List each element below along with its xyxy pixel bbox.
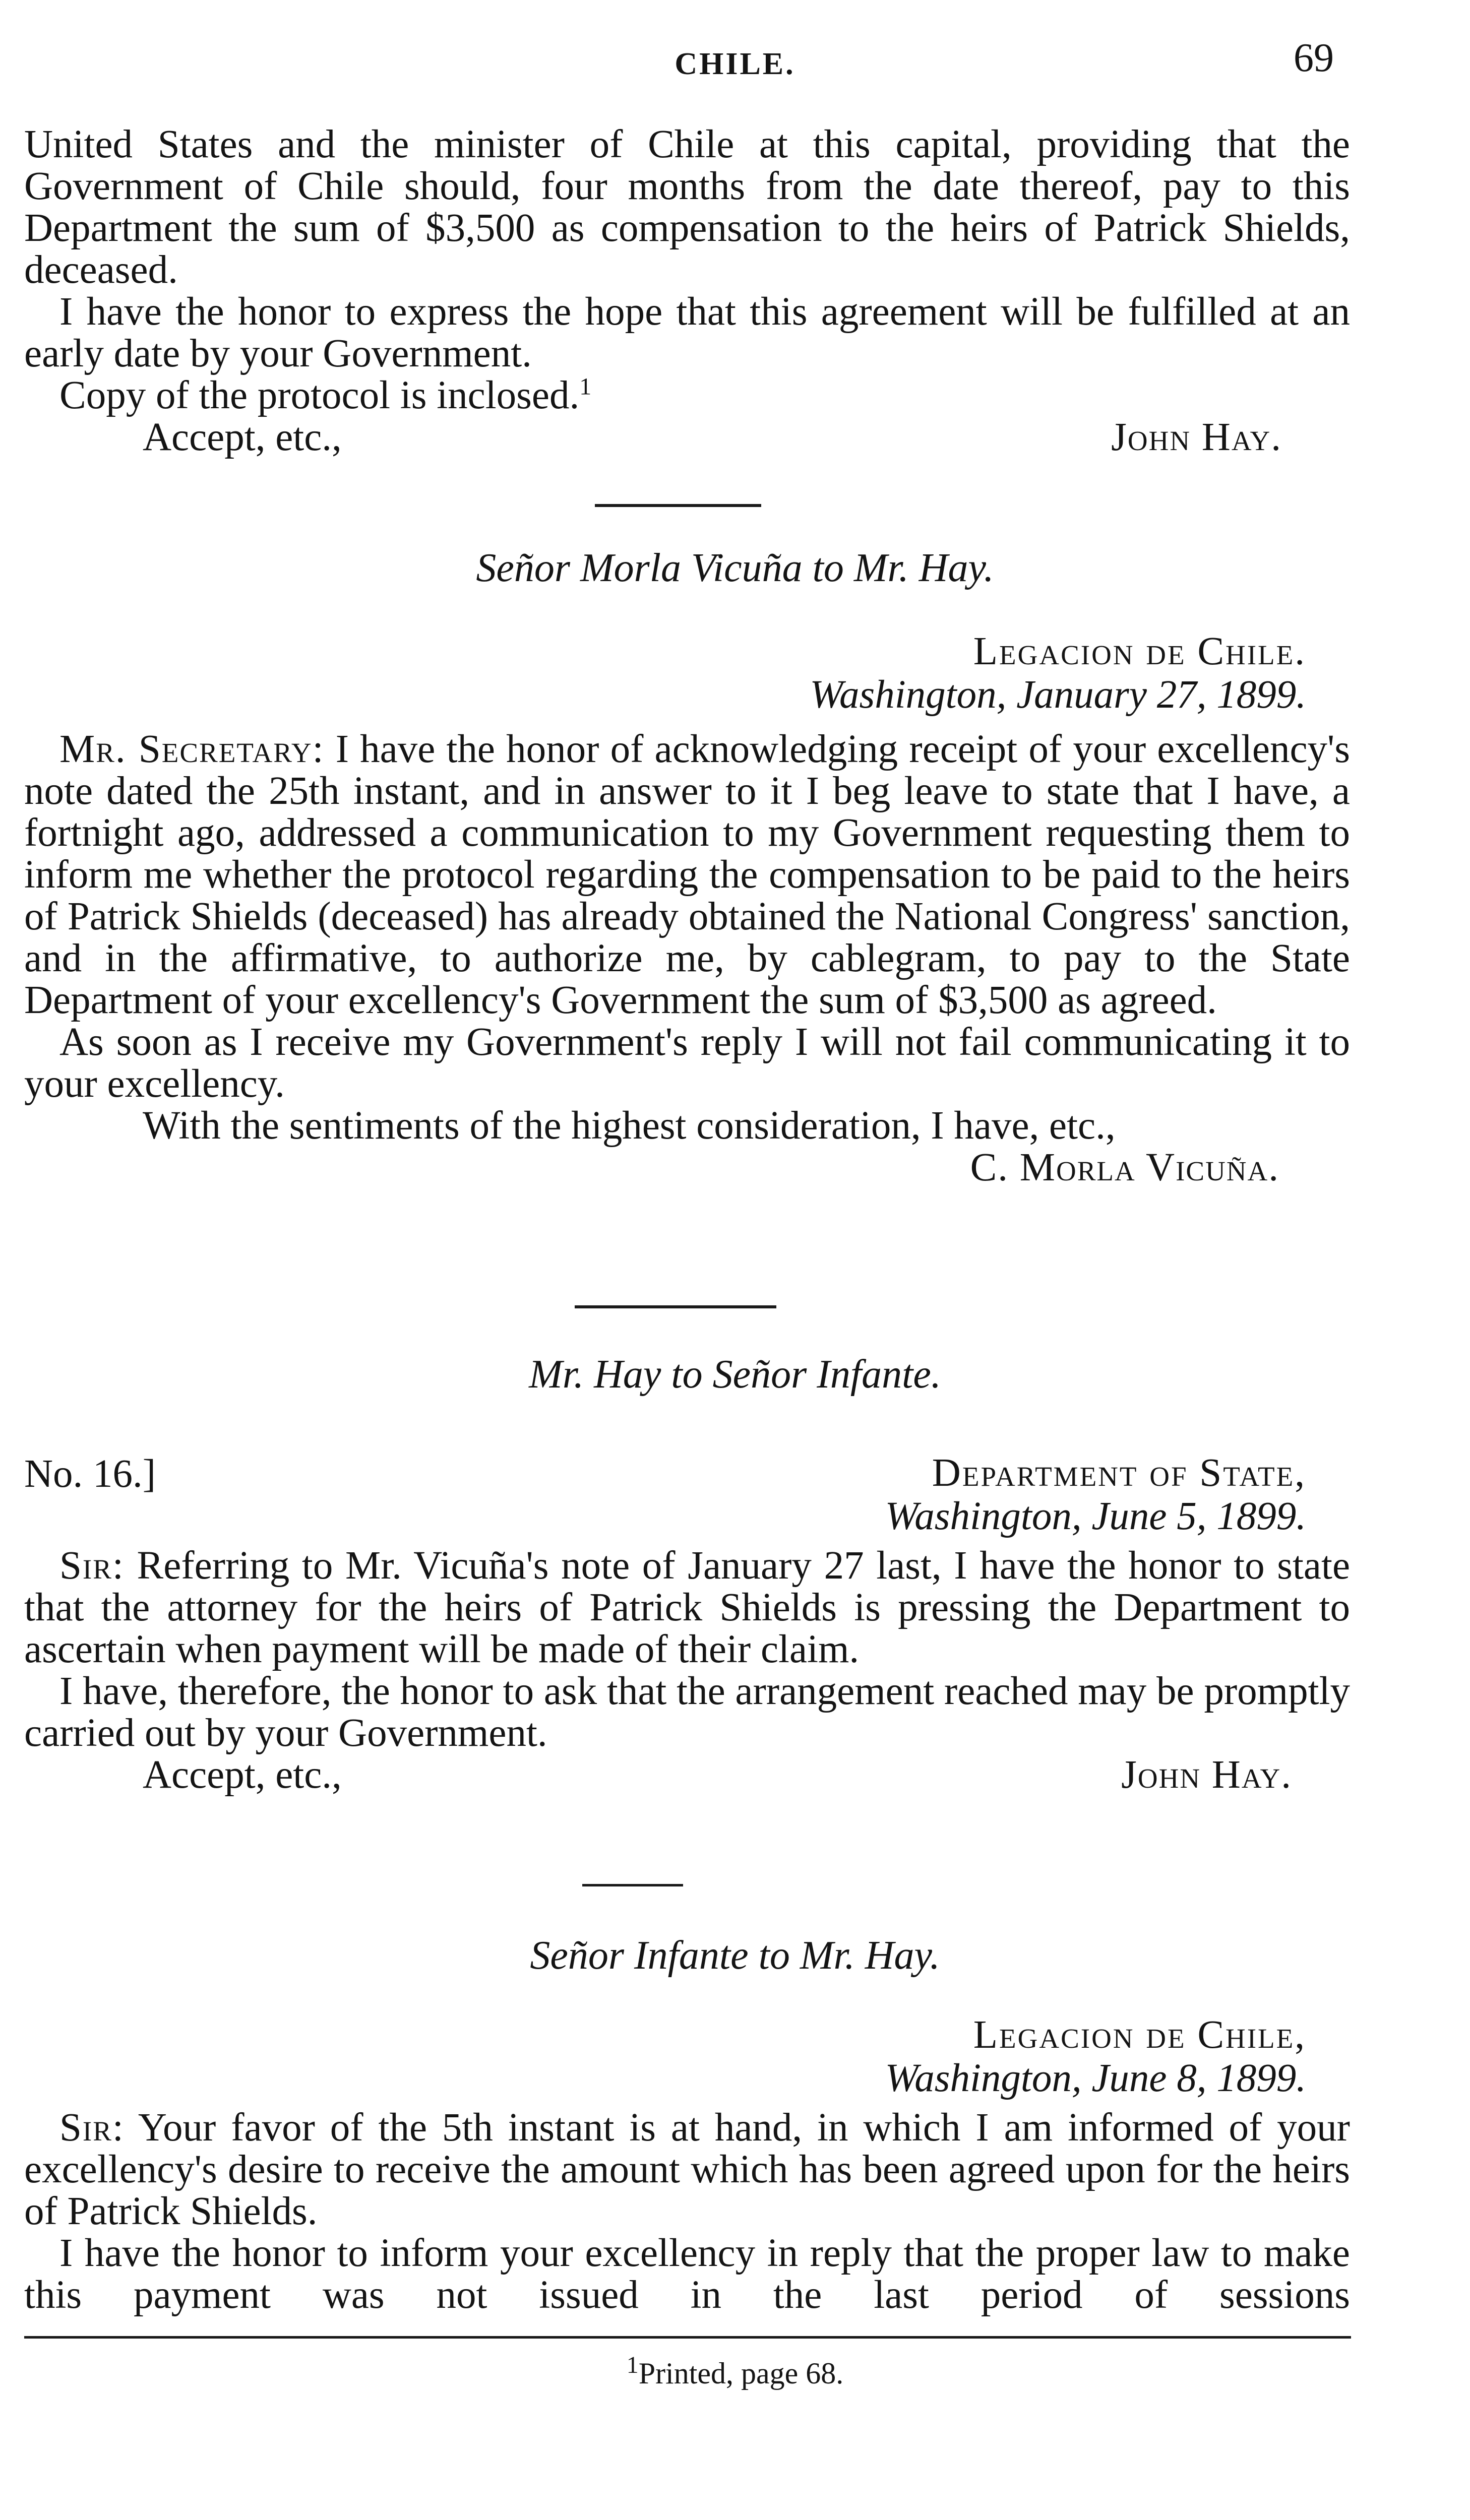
page-number: 69	[1294, 36, 1334, 80]
letter-3-signature: John Hay.	[1121, 1753, 1292, 1797]
section-divider-3	[582, 1884, 683, 1886]
letter-3-closing: Accept, etc.,	[143, 1753, 342, 1797]
letter-4-office: Legacion de Chile,	[973, 2013, 1306, 2057]
letter-1-signature: John Hay.	[1111, 415, 1282, 459]
letter-3-office: Department of State,	[932, 1451, 1306, 1495]
letter-2-dateline	[810, 630, 1306, 717]
letter-4-body	[24, 2107, 1350, 2316]
letter-3-paragraph-2: I have, therefore, the honor to ask that the arrangement reached may be promptly carried out by your Government.	[24, 1669, 1350, 1755]
letter-1-copy-note	[24, 374, 1350, 416]
letter-2-signature-line	[24, 1147, 1350, 1188]
footnote	[0, 2352, 1470, 2391]
letter-3-paragraph-1	[24, 1545, 1350, 1670]
letter-4-place-date: Washington, June 8, 1899.	[885, 2056, 1306, 2100]
letter-2-salutation: Mr. Secretary:	[59, 727, 325, 771]
letter-1-paragraph-1: United States and the minister of Chile at this capital, providing that the Government of Chile should, four months from the date thereof, pay to this Department the sum of $3,500 as compensation to the heirs of Patrick Shields, deceased.	[24, 122, 1350, 292]
letter-2-closing: With the sentiments of the highest consideration, I have, etc.,	[143, 1104, 1116, 1148]
letter-4-heading: Señor Infante to Mr. Hay.	[530, 1933, 940, 1978]
letter-3-closing-line	[24, 1754, 1350, 1796]
letter-2-paragraph-1-text: I have the honor of acknowledging receipt of your excellency's note dated the 25th instant, and in answer to it I beg leave to state that I have, a fortnight ago, addressed a communication to my Government requesting them to inform me whether the protocol regarding the compensation to be paid to the heirs of Patrick Shields (deceased) has already obtained the National Congress' sanction, and in the affirmative, to authorize me, by cablegram, to pay to the State Department of your excellency's Government the sum of $3,500 as agreed.	[24, 727, 1350, 1022]
section-divider-2	[575, 1305, 776, 1308]
letter-3-paragraph-1-text: Referring to Mr. Vicuña's note of January 27 last, I have the honor to state that the attorney for the heirs of Patrick Shields is pressing the Department to ascertain when payment will be made of their claim.	[24, 1544, 1351, 1671]
footnote-rule	[24, 2336, 1351, 2339]
letter-3-salutation: Sir:	[59, 1544, 125, 1588]
letter-1-closing-line	[24, 416, 1350, 458]
letter-2-signature: C. Morla Vicuña.	[970, 1146, 1279, 1189]
letter-3-dispatch-number: No. 16.]	[24, 1452, 156, 1496]
footnote-marker: 1	[626, 2352, 639, 2378]
letter-4-dateline	[885, 2013, 1306, 2100]
letter-2-paragraph-2: As soon as I receive my Government's reply I will not fail communicating it to your excellency.	[24, 1020, 1350, 1106]
letter-1-paragraph-2: I have the honor to express the hope that this agreement will be fulfilled at an early date by your Government.	[24, 290, 1350, 375]
letter-4-salutation: Sir:	[59, 2106, 125, 2150]
letter-2-place-date: Washington, January 27, 1899.	[810, 673, 1306, 717]
letter-2-body	[24, 728, 1350, 1188]
letter-1-body	[24, 123, 1350, 458]
letter-2-heading: Señor Morla Vicuña to Mr. Hay.	[476, 546, 994, 590]
letter-3-body	[24, 1545, 1350, 1796]
section-divider-1	[595, 504, 761, 507]
footnote-text: Printed, page 68.	[638, 2357, 844, 2390]
letter-3-place-date: Washington, June 5, 1899.	[885, 1494, 1306, 1538]
copy-note-text: Copy of the protocol is inclosed.	[59, 373, 580, 417]
letter-2-paragraph-1	[24, 728, 1350, 1021]
letter-4-paragraph-1	[24, 2107, 1350, 2232]
running-header-title: CHILE.	[675, 47, 795, 81]
letter-2-office: Legacion de Chile.	[973, 629, 1306, 673]
letter-1-closing: Accept, etc.,	[143, 415, 342, 459]
letter-3-heading: Mr. Hay to Señor Infante.	[529, 1352, 941, 1397]
footnote-reference: 1	[579, 373, 592, 400]
letter-3-dateline	[885, 1452, 1306, 1538]
letter-4-paragraph-2: I have the honor to inform your excellency in reply that the proper law to make this payment was not issued in the last period of sessions	[24, 2231, 1350, 2317]
letter-4-paragraph-1-text: Your favor of the 5th instant is at hand, in which I am informed of your excellency's desire to receive the amount which has been agreed upon for the heirs of Patrick Shields.	[24, 2106, 1350, 2233]
